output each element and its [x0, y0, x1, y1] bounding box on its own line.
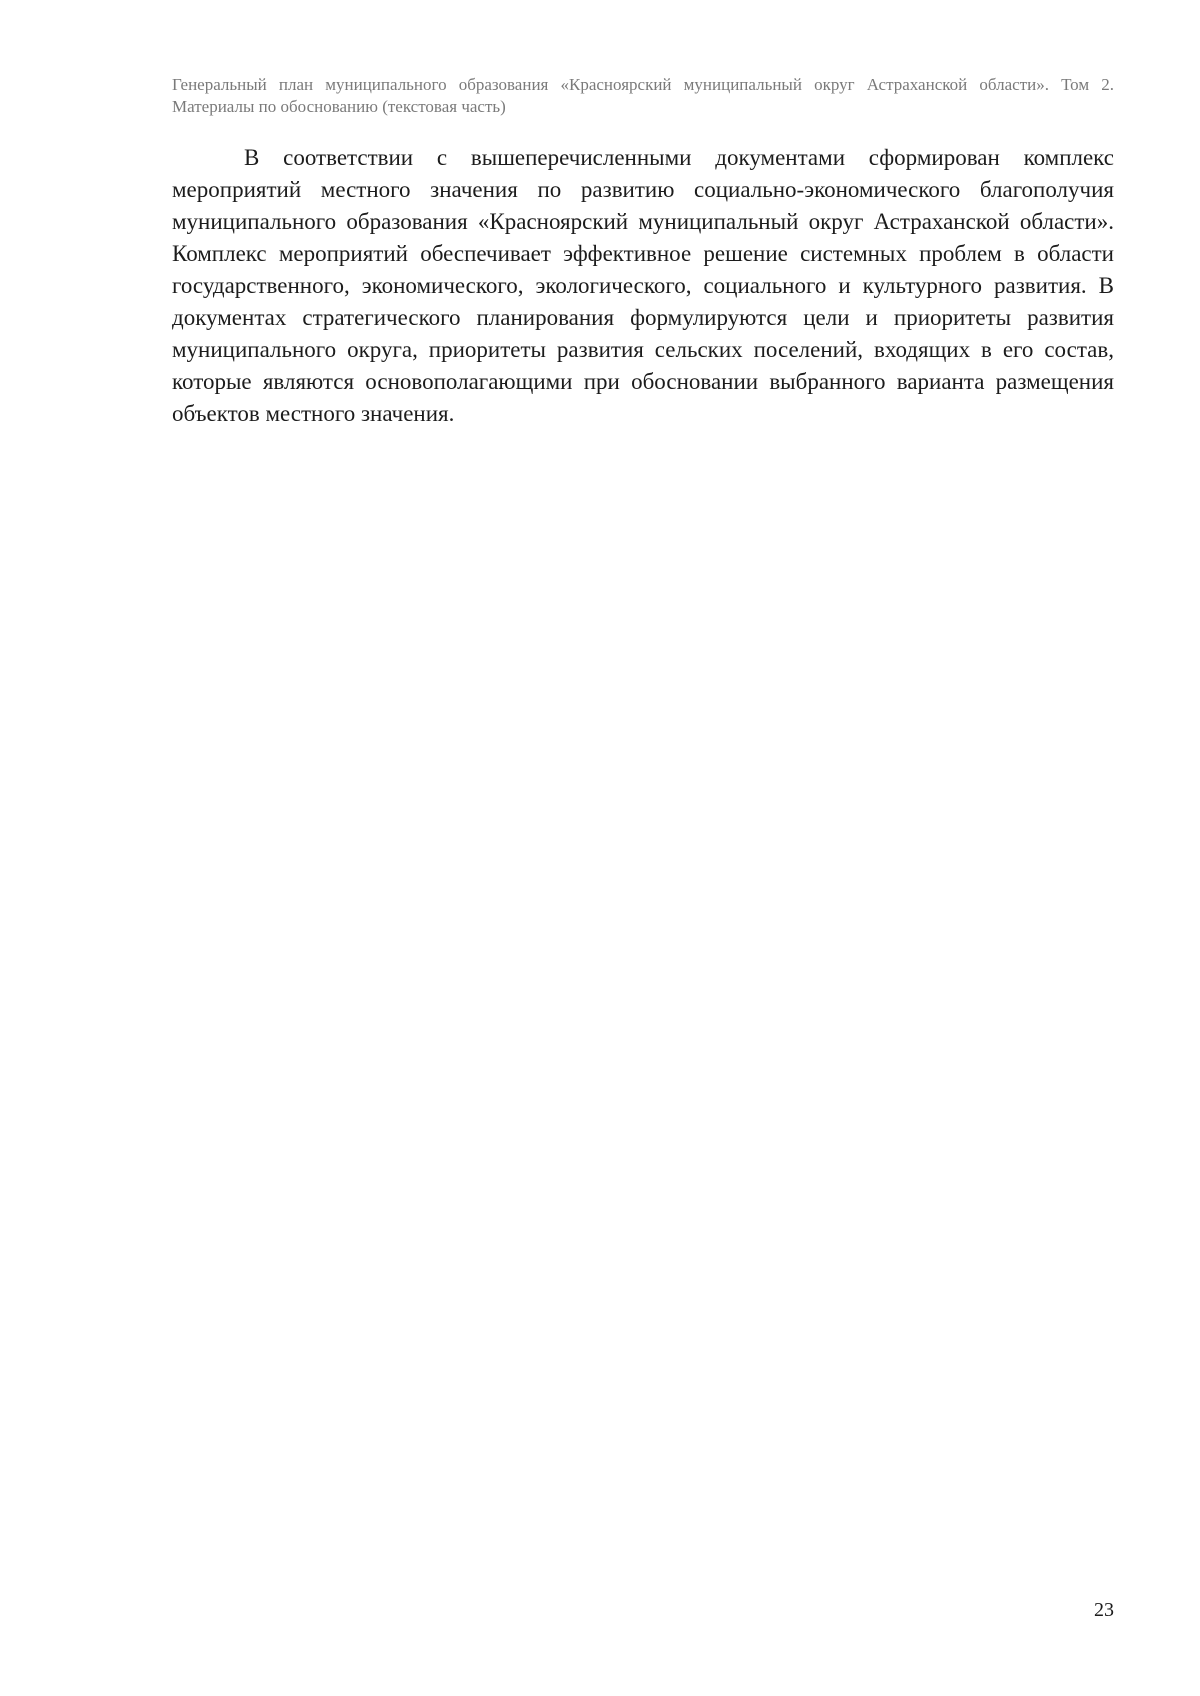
page-number: 23	[1094, 1599, 1114, 1621]
running-header: Генеральный план муниципального образования «Красноярский муниципальный округ Астраханской области». Том 2. Материалы по обоснованию (текстовая часть)	[172, 75, 1114, 116]
body-paragraph: В соответствии с вышеперечисленными документами сформирован комплекс мероприятий местного значения по развитию социально-экономического благополучия муниципального образования «Красноярский муниципальный округ Астраханской области». Комплекс мероприятий обеспечивает эффективное решение системных проблем в области государственного, экономического, экологического, социального и культурного развития. В документах стратегического планирования формулируются цели и приоритеты развития муниципального округа, приоритеты развития сельских поселений, входящих в его состав, которые являются основополагающими при обосновании выбранного варианта размещения объектов местного значения.	[172, 145, 1114, 426]
